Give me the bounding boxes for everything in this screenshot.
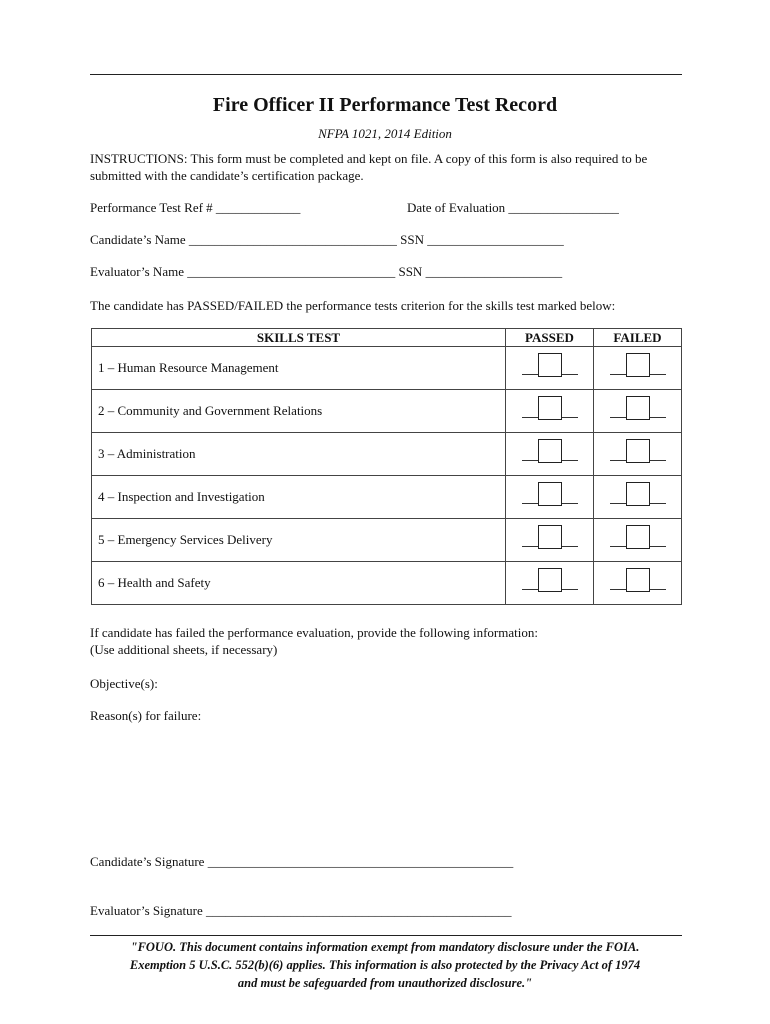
disclaimer-line-1: "FOUO. This document contains information exempt from mandatory disclosure under the FOIA. xyxy=(130,940,640,954)
evaluator-name-field[interactable]: Evaluator’s Name ________________________________ SSN _____________________ xyxy=(90,264,563,279)
table-row xyxy=(92,347,682,390)
test-ref-field[interactable]: Performance Test Ref # _____________ xyxy=(90,200,301,215)
fouo-disclaimer xyxy=(0,938,770,992)
passed-checkbox[interactable] xyxy=(522,570,578,592)
failed-checkbox[interactable] xyxy=(610,441,666,463)
date-of-evaluation-field[interactable]: Date of Evaluation _________________ xyxy=(407,200,619,215)
failure-instruction: If candidate has failed the performance evaluation, provide the following information: xyxy=(90,625,538,640)
skill-name: 3 – Administration xyxy=(92,433,506,476)
skill-name: 1 – Human Resource Management xyxy=(92,347,506,390)
failed-checkbox[interactable] xyxy=(610,484,666,506)
skill-name: 2 – Community and Government Relations xyxy=(92,390,506,433)
skills-test-header: SKILLS TEST xyxy=(92,329,506,347)
passed-header: PASSED xyxy=(506,329,594,347)
passed-checkbox[interactable] xyxy=(522,484,578,506)
failed-checkbox[interactable] xyxy=(610,570,666,592)
table-row xyxy=(92,476,682,519)
edition-subtitle: NFPA 1021, 2014 Edition xyxy=(318,126,452,141)
objectives-label: Objective(s): xyxy=(90,676,158,691)
reasons-label: Reason(s) for failure: xyxy=(90,708,202,723)
passed-checkbox[interactable] xyxy=(522,398,578,420)
failed-checkbox[interactable] xyxy=(610,355,666,377)
page-title: Fire Officer II Performance Test Record xyxy=(212,94,558,116)
failed-checkbox[interactable] xyxy=(610,527,666,549)
passed-checkbox[interactable] xyxy=(522,527,578,549)
failed-checkbox[interactable] xyxy=(610,398,666,420)
candidate-signature-field[interactable]: Candidate’s Signature _______________________________________________ xyxy=(90,854,514,869)
disclaimer-line-2: Exemption 5 U.S.C. 552(b)(6) applies. This information is also protected by the Privacy Act of 1974 xyxy=(129,958,641,972)
table-row xyxy=(92,433,682,476)
passed-checkbox[interactable] xyxy=(522,441,578,463)
failure-note: (Use additional sheets, if necessary) xyxy=(90,642,278,657)
top-rule xyxy=(90,74,682,75)
disclaimer-line-3: and must be safeguarded from unauthorized disclosure." xyxy=(237,976,533,990)
evaluator-signature-field[interactable]: Evaluator’s Signature _______________________________________________ xyxy=(90,903,512,918)
table-row xyxy=(92,519,682,562)
candidate-name-field[interactable]: Candidate’s Name ________________________________ SSN _____________________ xyxy=(90,232,564,247)
passed-checkbox[interactable] xyxy=(522,355,578,377)
skills-table xyxy=(91,328,682,605)
skill-name: 6 – Health and Safety xyxy=(92,562,506,605)
skill-name: 5 – Emergency Services Delivery xyxy=(92,519,506,562)
footer-rule xyxy=(90,935,682,936)
failed-header: FAILED xyxy=(594,329,682,347)
skill-name: 4 – Inspection and Investigation xyxy=(92,476,506,519)
table-row xyxy=(92,562,682,605)
pass-fail-statement: The candidate has PASSED/FAILED the performance tests criterion for the skills test marked below: xyxy=(90,298,616,313)
table-header-row xyxy=(92,329,682,347)
table-row xyxy=(92,390,682,433)
instructions: INSTRUCTIONS: This form must be completed and kept on file. A copy of this form is also required to be submitted with the candidate’s certification package. xyxy=(90,151,648,183)
